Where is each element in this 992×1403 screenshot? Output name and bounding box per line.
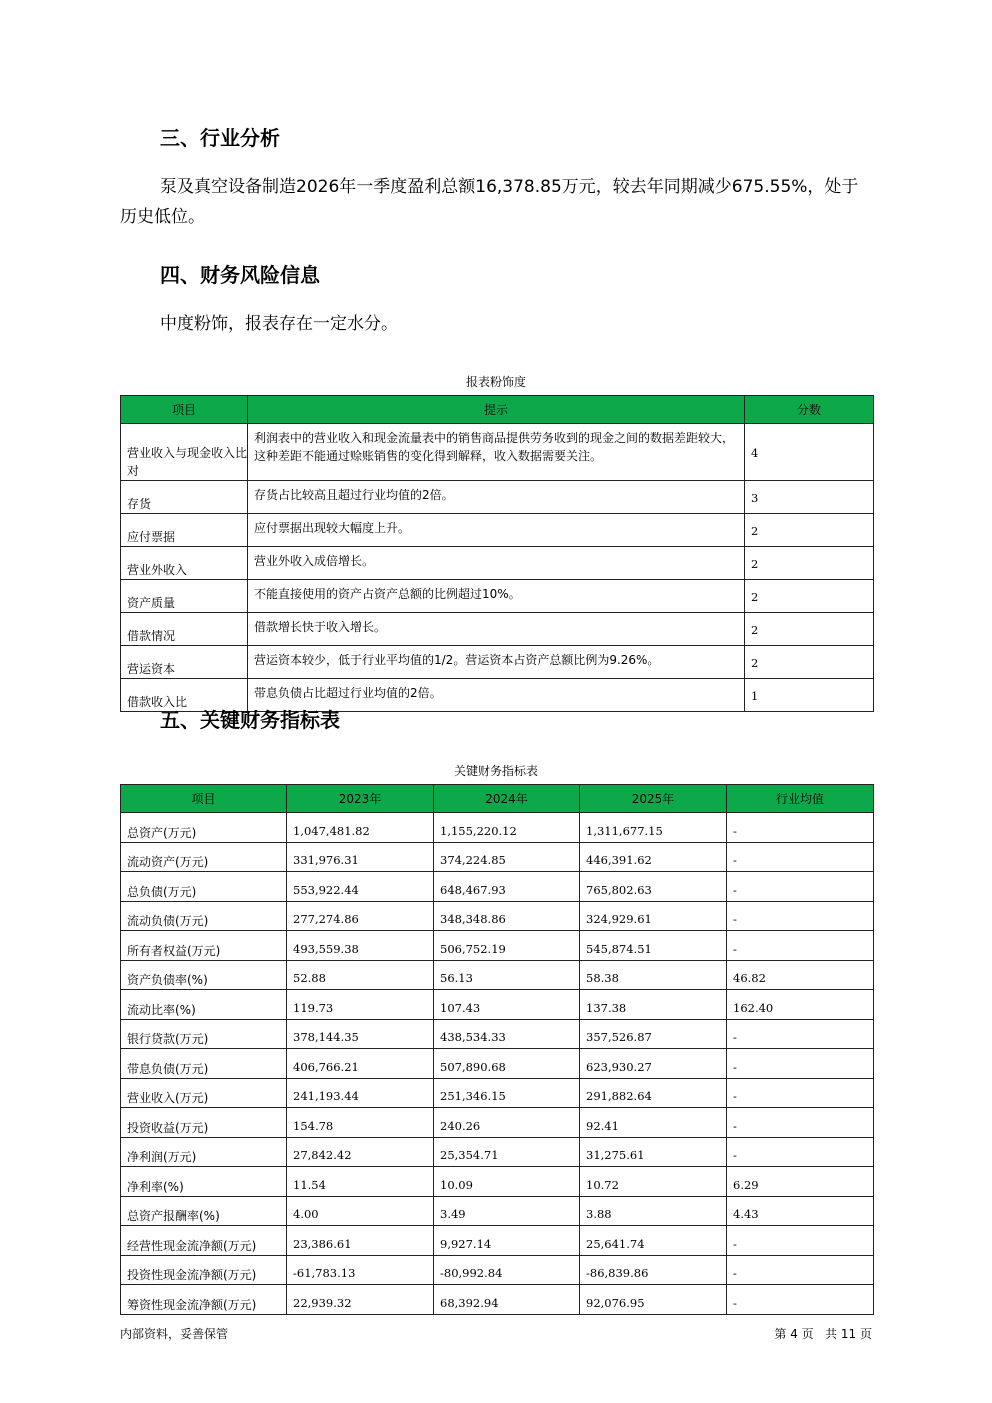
industry-average-cell: -	[727, 1108, 874, 1138]
table-row	[121, 931, 874, 961]
industry-average-cell: -	[727, 813, 874, 843]
indicator-name-cell: 流动负债(万元)	[121, 901, 287, 931]
risk-hint-cell: 应付票据出现较大幅度上升。	[248, 514, 745, 547]
value-2023-cell: 553,922.44	[287, 872, 434, 902]
value-2023-cell: 154.78	[287, 1108, 434, 1138]
indicator-name-cell: 经营性现金流净额(万元)	[121, 1226, 287, 1256]
value-2023-cell: 119.73	[287, 990, 434, 1020]
risk-item-cell: 应付票据	[121, 514, 248, 547]
risk-score-cell: 4	[745, 424, 874, 481]
table-row	[121, 424, 874, 481]
indicator-name-cell: 流动比率(%)	[121, 990, 287, 1020]
industry-average-cell: -	[727, 1078, 874, 1108]
value-2024-cell: 251,346.15	[434, 1078, 580, 1108]
industry-average-cell: 46.82	[727, 960, 874, 990]
indicator-name-cell: 流动资产(万元)	[121, 842, 287, 872]
indicator-name-cell: 总资产报酬率(%)	[121, 1196, 287, 1226]
value-2023-cell: 378,144.35	[287, 1019, 434, 1049]
indicator-name-cell: 资产负债率(%)	[121, 960, 287, 990]
value-2025-cell: 623,930.27	[580, 1049, 727, 1079]
table-row	[121, 1019, 874, 1049]
risk-score-cell: 2	[745, 547, 874, 580]
value-2025-cell: 291,882.64	[580, 1078, 727, 1108]
indicator-name-cell: 所有者权益(万元)	[121, 931, 287, 961]
risk-hint-cell: 存货占比较高且超过行业均值的2倍。	[248, 481, 745, 514]
column-header-item: 项目	[121, 785, 287, 813]
risk-table-caption: 报表粉饰度	[465, 375, 526, 389]
table-row	[121, 990, 874, 1020]
table-row	[121, 813, 874, 843]
value-2025-cell: 446,391.62	[580, 842, 727, 872]
value-2024-cell: 1,155,220.12	[434, 813, 580, 843]
risk-score-cell: 1	[745, 679, 874, 712]
risk-item-cell: 资产质量	[121, 580, 248, 613]
indicator-name-cell: 银行贷款(万元)	[121, 1019, 287, 1049]
industry-average-cell: -	[727, 1255, 874, 1285]
value-2025-cell: 3.88	[580, 1196, 727, 1226]
footer-page-number: 第 4 页 共 11 页	[774, 1327, 872, 1341]
section-heading-financial-risk: 四、财务风险信息	[160, 263, 320, 287]
indicator-name-cell: 投资收益(万元)	[121, 1108, 287, 1138]
value-2025-cell: 357,526.87	[580, 1019, 727, 1049]
table-row	[121, 1196, 874, 1226]
risk-hint-cell: 带息负债占比超过行业均值的2倍。	[248, 679, 745, 712]
section-heading-industry-analysis: 三、行业分析	[160, 126, 280, 150]
industry-average-cell: -	[727, 872, 874, 902]
value-2023-cell: 4.00	[287, 1196, 434, 1226]
risk-score-cell: 2	[745, 613, 874, 646]
risk-score-cell: 2	[745, 514, 874, 547]
table-row	[121, 1255, 874, 1285]
table-row	[121, 580, 874, 613]
risk-item-cell: 营业收入与现金收入比对	[121, 424, 248, 481]
risk-hint-cell: 借款增长快于收入增长。	[248, 613, 745, 646]
value-2023-cell: 277,274.86	[287, 901, 434, 931]
industry-average-cell: 4.43	[727, 1196, 874, 1226]
column-header-item: 项目	[121, 396, 248, 424]
value-2024-cell: 438,534.33	[434, 1019, 580, 1049]
risk-table-header-row	[121, 396, 874, 424]
value-2024-cell: 68,392.94	[434, 1285, 580, 1315]
table-row	[121, 514, 874, 547]
table-row	[121, 901, 874, 931]
risk-item-cell: 借款收入比	[121, 679, 248, 712]
indicator-name-cell: 筹资性现金流净额(万元)	[121, 1285, 287, 1315]
value-2024-cell: 25,354.71	[434, 1137, 580, 1167]
value-2023-cell: 331,976.31	[287, 842, 434, 872]
value-2025-cell: 31,275.61	[580, 1137, 727, 1167]
table-row	[121, 842, 874, 872]
value-2023-cell: 406,766.21	[287, 1049, 434, 1079]
industry-average-cell: -	[727, 1049, 874, 1079]
report-embellishment-table	[120, 395, 874, 712]
indicator-name-cell: 总负债(万元)	[121, 872, 287, 902]
value-2025-cell: 137.38	[580, 990, 727, 1020]
indicator-name-cell: 净利润(万元)	[121, 1137, 287, 1167]
indicator-name-cell: 净利率(%)	[121, 1167, 287, 1197]
value-2025-cell: 92.41	[580, 1108, 727, 1138]
value-2025-cell: 324,929.61	[580, 901, 727, 931]
value-2024-cell: 506,752.19	[434, 931, 580, 961]
table-row	[121, 613, 874, 646]
industry-average-cell: -	[727, 1285, 874, 1315]
industry-analysis-paragraph: 泵及真空设备制造2026年一季度盈利总额16,378.85万元，较去年同期减少675.55%，处于历史低位。	[120, 177, 859, 227]
column-header-hint: 提示	[248, 396, 745, 424]
value-2024-cell: 507,890.68	[434, 1049, 580, 1079]
column-header-2024: 2024年	[434, 785, 580, 813]
industry-average-cell: -	[727, 931, 874, 961]
value-2025-cell: 765,802.63	[580, 872, 727, 902]
value-2025-cell: 25,641.74	[580, 1226, 727, 1256]
industry-average-cell: -	[727, 1019, 874, 1049]
value-2023-cell: 27,842.42	[287, 1137, 434, 1167]
indicator-table-caption: 关键财务指标表	[453, 764, 538, 778]
industry-average-cell: -	[727, 1226, 874, 1256]
value-2025-cell: 1,311,677.15	[580, 813, 727, 843]
section-heading-key-financial-indicators: 五、关键财务指标表	[160, 708, 340, 732]
value-2025-cell: -86,839.86	[580, 1255, 727, 1285]
risk-item-cell: 存货	[121, 481, 248, 514]
risk-item-cell: 营运资本	[121, 646, 248, 679]
value-2024-cell: 107.43	[434, 990, 580, 1020]
industry-average-cell: -	[727, 901, 874, 931]
value-2023-cell: 493,559.38	[287, 931, 434, 961]
industry-average-cell: 162.40	[727, 990, 874, 1020]
table-row	[121, 872, 874, 902]
column-header-score: 分数	[745, 396, 874, 424]
key-financial-indicators-table	[120, 784, 874, 1315]
risk-hint-cell: 营运资本较少，低于行业平均值的1/2。营运资本占资产总额比例为9.26%。	[248, 646, 745, 679]
value-2024-cell: 3.49	[434, 1196, 580, 1226]
table-row	[121, 1167, 874, 1197]
value-2024-cell: 9,927.14	[434, 1226, 580, 1256]
indicator-name-cell: 带息负债(万元)	[121, 1049, 287, 1079]
risk-score-cell: 2	[745, 646, 874, 679]
value-2023-cell: 52.88	[287, 960, 434, 990]
table-row	[121, 1049, 874, 1079]
risk-hint-cell: 营业外收入成倍增长。	[248, 547, 745, 580]
industry-average-cell: -	[727, 842, 874, 872]
risk-item-cell: 营业外收入	[121, 547, 248, 580]
value-2025-cell: 58.38	[580, 960, 727, 990]
risk-hint-cell: 利润表中的营业收入和现金流量表中的销售商品提供劳务收到的现金之间的数据差距较大，这种差距不能通过赊账销售的变化得到解释，收入数据需要关注。	[248, 424, 745, 481]
value-2024-cell: 10.09	[434, 1167, 580, 1197]
value-2025-cell: 10.72	[580, 1167, 727, 1197]
financial-risk-paragraph: 中度粉饰，报表存在一定水分。	[160, 314, 398, 334]
column-header-industry-average: 行业均值	[727, 785, 874, 813]
value-2024-cell: 348,348.86	[434, 901, 580, 931]
table-row	[121, 646, 874, 679]
table-row	[121, 547, 874, 580]
value-2024-cell: -80,992.84	[434, 1255, 580, 1285]
value-2024-cell: 374,224.85	[434, 842, 580, 872]
risk-score-cell: 2	[745, 580, 874, 613]
table-row	[121, 1226, 874, 1256]
column-header-2023: 2023年	[287, 785, 434, 813]
indicator-name-cell: 投资性现金流净额(万元)	[121, 1255, 287, 1285]
indicator-table-header-row	[121, 785, 874, 813]
table-row	[121, 1285, 874, 1315]
table-row	[121, 960, 874, 990]
value-2025-cell: 92,076.95	[580, 1285, 727, 1315]
value-2023-cell: 22,939.32	[287, 1285, 434, 1315]
value-2023-cell: 23,386.61	[287, 1226, 434, 1256]
table-row	[121, 1137, 874, 1167]
value-2025-cell: 545,874.51	[580, 931, 727, 961]
value-2024-cell: 56.13	[434, 960, 580, 990]
industry-average-cell: 6.29	[727, 1167, 874, 1197]
risk-hint-cell: 不能直接使用的资产占资产总额的比例超过10%。	[248, 580, 745, 613]
value-2023-cell: 11.54	[287, 1167, 434, 1197]
value-2024-cell: 240.26	[434, 1108, 580, 1138]
indicator-name-cell: 营业收入(万元)	[121, 1078, 287, 1108]
industry-average-cell: -	[727, 1137, 874, 1167]
indicator-name-cell: 总资产(万元)	[121, 813, 287, 843]
table-row	[121, 1108, 874, 1138]
table-row	[121, 1078, 874, 1108]
value-2024-cell: 648,467.93	[434, 872, 580, 902]
risk-item-cell: 借款情况	[121, 613, 248, 646]
column-header-2025: 2025年	[580, 785, 727, 813]
value-2023-cell: -61,783.13	[287, 1255, 434, 1285]
value-2023-cell: 241,193.44	[287, 1078, 434, 1108]
footer-confidential-note: 内部资料，妥善保管	[120, 1327, 229, 1341]
value-2023-cell: 1,047,481.82	[287, 813, 434, 843]
risk-score-cell: 3	[745, 481, 874, 514]
table-row	[121, 481, 874, 514]
table-row	[121, 679, 874, 712]
